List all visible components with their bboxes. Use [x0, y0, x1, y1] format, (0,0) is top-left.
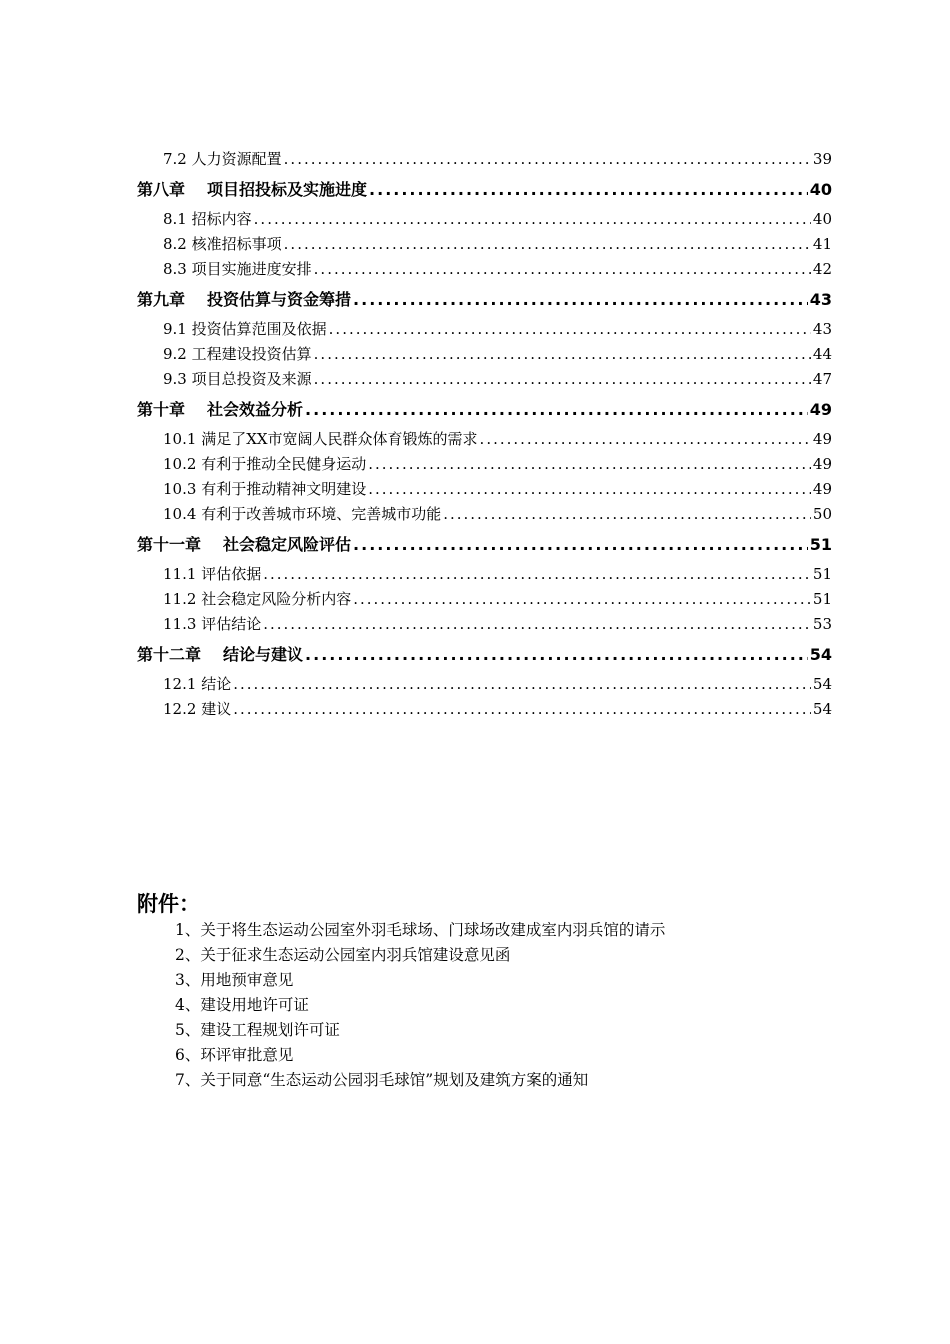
toc-section-row[interactable] — [137, 587, 832, 612]
attachments-list — [137, 918, 665, 1093]
toc-dot-leader — [305, 637, 808, 672]
toc-page-number: 49 — [812, 430, 832, 448]
toc-entry-title — [163, 342, 312, 367]
toc-entry-title — [163, 367, 312, 392]
toc-entry-text: 人力资源配置 — [191, 150, 282, 168]
toc-entry-title — [163, 427, 478, 452]
toc-section-row[interactable] — [137, 317, 832, 342]
attachments-title: 附件： — [137, 892, 200, 916]
toc-entry-number: 9.3 — [163, 370, 187, 388]
toc-entry-number: 第十章 — [137, 400, 186, 419]
toc-page-number: 43 — [812, 320, 832, 338]
toc-section-row[interactable] — [137, 477, 832, 502]
toc-dot-leader — [263, 612, 811, 637]
toc-page-number: 49 — [812, 455, 832, 473]
toc-entry-title — [137, 392, 303, 427]
toc-chapter-row[interactable] — [137, 637, 832, 672]
toc-entry-number: 10.3 — [163, 480, 197, 498]
toc-entry-text: 投资估算范围及依据 — [191, 320, 327, 338]
toc-entry-title — [163, 317, 327, 342]
toc-dot-leader — [480, 427, 811, 452]
toc-chapter-row[interactable] — [137, 527, 832, 562]
toc-dot-leader — [443, 502, 811, 527]
toc-section-row[interactable] — [137, 367, 832, 392]
toc-entry-number: 第十一章 — [137, 535, 202, 554]
attachment-item: 5、建设工程规划许可证 — [175, 1021, 340, 1039]
toc-section-row[interactable] — [137, 427, 832, 452]
toc-section-row[interactable] — [137, 207, 832, 232]
toc-entry-title — [163, 452, 366, 477]
toc-dot-leader — [263, 562, 811, 587]
toc-dot-leader — [314, 257, 811, 282]
toc-dot-leader — [353, 527, 808, 562]
toc-entry-text: 核准招标事项 — [191, 235, 282, 253]
toc-dot-leader — [314, 342, 811, 367]
toc-entry-title — [137, 637, 303, 672]
toc-entry-text: 评估结论 — [201, 615, 262, 633]
toc-page-number: 54 — [812, 700, 832, 718]
toc-entry-text: 社会效益分析 — [207, 400, 304, 419]
toc-entry-number: 11.3 — [163, 615, 197, 633]
toc-dot-leader — [233, 697, 811, 722]
attachment-item: 7、关于同意“生态运动公园羽毛球馆”规划及建筑方案的通知 — [175, 1071, 589, 1089]
toc-entry-title — [163, 207, 252, 232]
toc-entry-title — [137, 172, 367, 207]
toc-section-row[interactable] — [137, 672, 832, 697]
toc-section-row[interactable] — [137, 257, 832, 282]
toc-page-number: 40 — [809, 180, 832, 199]
toc-page-number: 42 — [812, 260, 832, 278]
toc-section-row[interactable] — [137, 502, 832, 527]
toc-dot-leader — [329, 317, 811, 342]
toc-entry-text: 工程建设投资估算 — [191, 345, 312, 363]
toc-entry-text: 结论与建议 — [223, 645, 304, 664]
toc-entry-text: 有利于改善城市环境、完善城市功能 — [201, 505, 442, 523]
toc-entry-title — [137, 282, 351, 317]
toc-section-row[interactable] — [137, 342, 832, 367]
toc-page-number: 51 — [812, 590, 832, 608]
toc-entry-title — [163, 697, 231, 722]
attachment-item: 2、关于征求生态运动公园室内羽兵馆建设意见函 — [175, 946, 511, 964]
toc-entry-number: 8.2 — [163, 235, 187, 253]
toc-entry-text: 项目招投标及实施进度 — [207, 180, 368, 199]
toc-entry-title — [163, 257, 312, 282]
toc-entry-number: 11.1 — [163, 565, 197, 583]
toc-entry-title — [137, 527, 351, 562]
toc-entry-number: 11.2 — [163, 590, 197, 608]
toc-entry-title — [163, 587, 351, 612]
toc-entry-title — [163, 477, 366, 502]
toc-entry-text: 社会稳定风险评估 — [223, 535, 352, 554]
toc-entry-text: 社会稳定风险分析内容 — [201, 590, 352, 608]
toc-entry-title — [163, 612, 261, 637]
toc-entry-title — [163, 672, 231, 697]
toc-dot-leader — [305, 392, 808, 427]
toc-section-row[interactable] — [137, 697, 832, 722]
toc-page-number: 53 — [812, 615, 832, 633]
toc-entry-text: 满足了XX市宽阔人民群众体育锻炼的需求 — [201, 430, 478, 448]
toc-entry-title — [163, 147, 282, 172]
toc-entry-text: 项目实施进度安排 — [191, 260, 312, 278]
toc-entry-number: 7.2 — [163, 150, 187, 168]
toc-entry-number: 10.4 — [163, 505, 197, 523]
toc-dot-leader — [284, 147, 811, 172]
toc-entry-text: 有利于推动精神文明建设 — [201, 480, 367, 498]
toc-page-number: 43 — [809, 290, 832, 309]
attachment-item: 1、关于将生态运动公园室外羽毛球场、门球场改建成室内羽兵馆的请示 — [175, 921, 666, 939]
toc-entry-number: 9.2 — [163, 345, 187, 363]
toc-dot-leader — [369, 172, 808, 207]
toc-page-number: 41 — [812, 235, 832, 253]
toc-entry-text: 建议 — [201, 700, 232, 718]
toc-entry-number: 10.2 — [163, 455, 197, 473]
toc-entry-number: 第十二章 — [137, 645, 202, 664]
toc-section-row[interactable] — [137, 562, 832, 587]
toc-section-row[interactable] — [137, 232, 832, 257]
attachment-item: 6、环评审批意见 — [175, 1046, 294, 1064]
toc-page-number: 44 — [812, 345, 832, 363]
toc-entry-text: 结论 — [201, 675, 232, 693]
attachment-item: 3、用地预审意见 — [175, 971, 294, 989]
toc-dot-leader — [254, 207, 811, 232]
toc-dot-leader — [233, 672, 811, 697]
toc-dot-leader — [353, 282, 808, 317]
toc-section-row[interactable] — [137, 452, 832, 477]
toc-page-number: 47 — [812, 370, 832, 388]
toc-entry-number: 8.3 — [163, 260, 187, 278]
toc-dot-leader — [353, 587, 811, 612]
toc-dot-leader — [368, 452, 811, 477]
toc-entry-number: 第八章 — [137, 180, 186, 199]
toc-entry-text: 项目总投资及来源 — [191, 370, 312, 388]
toc-dot-leader — [368, 477, 811, 502]
toc-page-number: 51 — [812, 565, 832, 583]
toc-chapter-row[interactable] — [137, 172, 832, 207]
toc-page-number: 54 — [812, 675, 832, 693]
toc-page-number: 50 — [812, 505, 832, 523]
toc-page-number: 49 — [812, 480, 832, 498]
toc-page-number: 49 — [809, 400, 832, 419]
table-of-contents — [137, 147, 832, 722]
toc-dot-leader — [314, 367, 811, 392]
toc-entry-number: 9.1 — [163, 320, 187, 338]
toc-page-number: 39 — [812, 150, 832, 168]
toc-section-row[interactable] — [137, 612, 832, 637]
toc-entry-number: 8.1 — [163, 210, 187, 228]
toc-entry-number: 12.2 — [163, 700, 197, 718]
toc-page-number: 51 — [809, 535, 832, 554]
attachments-section — [137, 890, 665, 1093]
toc-entry-text: 有利于推动全民健身运动 — [201, 455, 367, 473]
toc-chapter-row[interactable] — [137, 282, 832, 317]
attachment-item: 4、建设用地许可证 — [175, 996, 309, 1014]
toc-entry-text: 评估依据 — [201, 565, 262, 583]
toc-entry-title — [163, 562, 261, 587]
toc-page-number: 54 — [809, 645, 832, 664]
toc-chapter-row[interactable] — [137, 392, 832, 427]
toc-entry-number: 12.1 — [163, 675, 197, 693]
toc-entry-text: 投资估算与资金筹措 — [207, 290, 352, 309]
toc-entry-text: 招标内容 — [191, 210, 252, 228]
toc-entry-number: 第九章 — [137, 290, 186, 309]
toc-entry-title — [163, 502, 441, 527]
toc-entry-title — [163, 232, 282, 257]
toc-section-row[interactable] — [137, 147, 832, 172]
toc-page-number: 40 — [812, 210, 832, 228]
toc-dot-leader — [284, 232, 811, 257]
toc-entry-number: 10.1 — [163, 430, 197, 448]
